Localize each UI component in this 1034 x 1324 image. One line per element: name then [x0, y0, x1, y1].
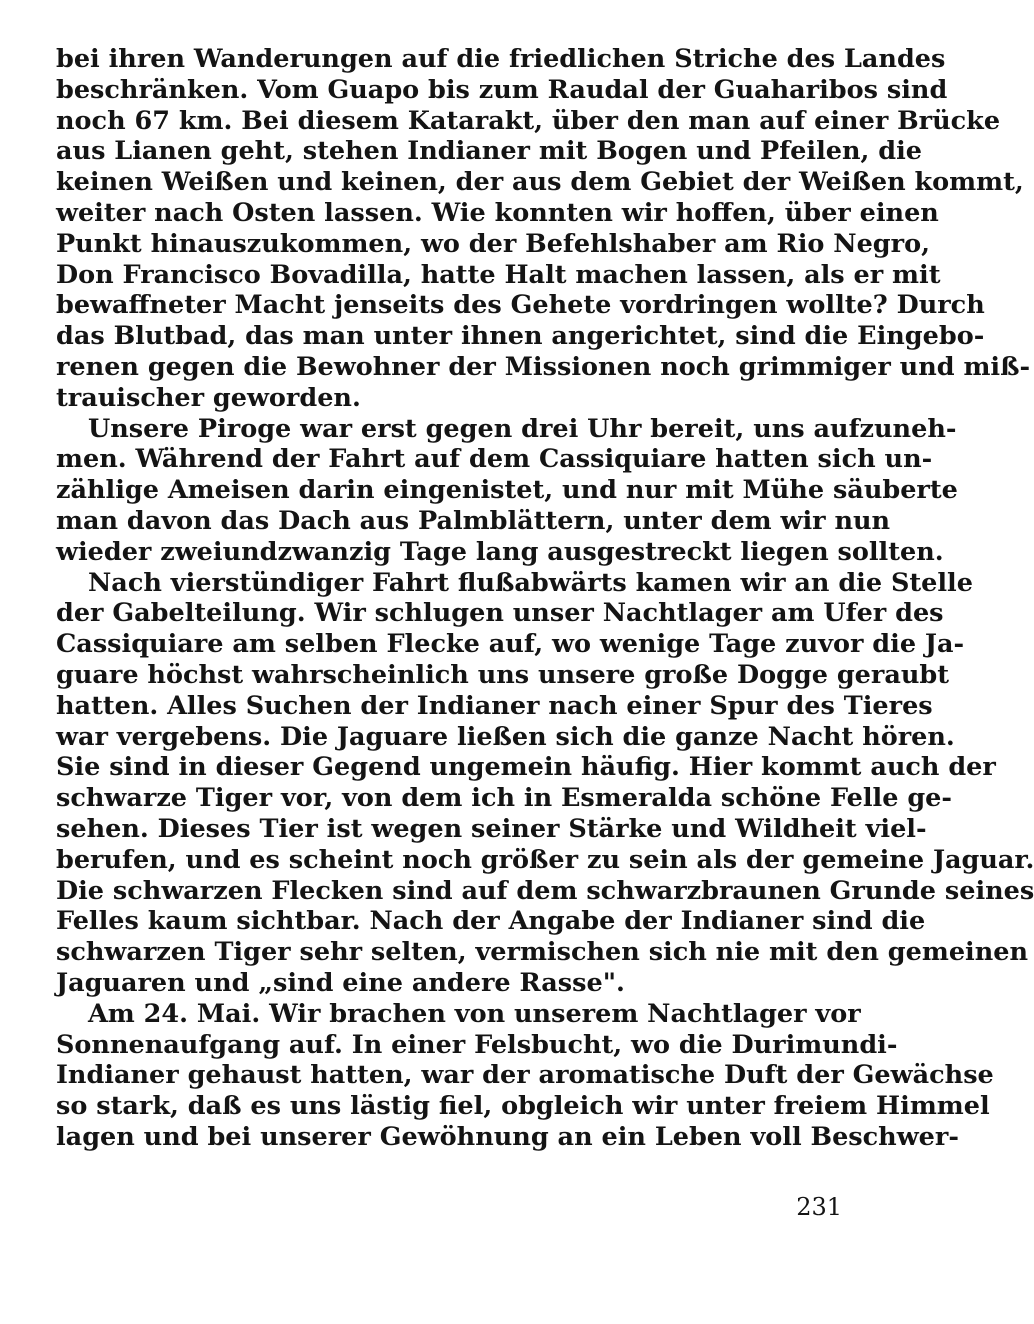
text-line: so stark, daß es uns lästig fiel, obgleich wir unter freiem Himmel: [56, 1091, 990, 1122]
text-line: renen gegen die Bewohner der Missionen noch grimmiger und miß-: [56, 351, 1031, 382]
text-line: keinen Weißen und keinen, der aus dem Gebiet der Weißen kommt,: [56, 167, 1024, 198]
page-number: 231: [796, 1193, 842, 1221]
text-line: wieder zweiundzwanzig Tage lang ausgestreckt liegen sollten.: [56, 536, 944, 567]
text-line: bei ihren Wanderungen auf die friedlichen Striche des Landes: [56, 44, 946, 74]
text-line: sehen. Dieses Tier ist wegen seiner Stärke und Wildheit viel-: [56, 813, 927, 844]
text-line: aus Lianen geht, stehen Indianer mit Bogen und Pfeilen, die: [56, 136, 923, 167]
text-line: trauischer geworden.: [56, 382, 361, 413]
text-line: hatten. Alles Suchen der Indianer nach einer Spur des Tieres: [56, 690, 933, 721]
text-line: Sie sind in dieser Gegend ungemein häufig. Hier kommt auch der: [56, 752, 996, 783]
text-line: Am 24. Mai. Wir brachen von unserem Nachtlager vor: [88, 998, 861, 1029]
text-line: zählige Ameisen darin eingenistet, und nur mit Mühe säuberte: [56, 475, 958, 506]
text-line: war vergebens. Die Jaguare ließen sich die ganze Nacht hören.: [56, 721, 955, 752]
text-line: Punkt hinauszukommen, wo der Befehlshaber am Rio Negro,: [56, 228, 930, 259]
text-line: Unsere Piroge war erst gegen drei Uhr bereit, uns aufzuneh-: [88, 413, 957, 444]
text-line: schwarzen Tiger sehr selten, vermischen sich nie mit den gemeinen: [56, 937, 1029, 968]
paragraph-4: [56, 998, 994, 1153]
text-line: man davon das Dach aus Palmblättern, unter dem wir nun: [56, 505, 891, 536]
text-line: noch 67 km. Bei diesem Katarakt, über den man auf einer Brücke: [56, 105, 1001, 136]
text-line: Nach vierstündiger Fahrt flußabwärts kamen wir an die Stelle: [88, 567, 973, 598]
text-line: schwarze Tiger vor, von dem ich in Esmeralda schöne Felle ge-: [56, 783, 952, 814]
text-line: Jaguaren und „sind eine andere Rasse".: [56, 967, 625, 998]
paragraph-1: [56, 44, 1031, 414]
text-line: Die schwarzen Flecken sind auf dem schwarzbraunen Grunde seines: [56, 875, 1034, 906]
text-line: Cassiquiare am selben Flecke auf, wo wenige Tage zuvor die Ja-: [56, 629, 965, 660]
text-line: Don Francisco Bovadilla, hatte Halt machen lassen, als er mit: [56, 259, 941, 290]
text-line: guare höchst wahrscheinlich uns unsere große Dogge geraubt: [56, 659, 949, 690]
text-line: Felles kaum sichtbar. Nach der Angabe der Indianer sind die: [56, 906, 926, 937]
text-line: Indianer gehaust hatten, war der aromatische Duft der Gewächse: [56, 1060, 994, 1091]
text-line: weiter nach Osten lassen. Wie konnten wir hoffen, über einen: [56, 197, 939, 228]
text-line: beschränken. Vom Guapo bis zum Raudal der Guaharibos sind: [56, 74, 948, 105]
text-line: bewaffneter Macht jenseits des Gehete vordringen wollte? Durch: [56, 290, 985, 321]
text-line: berufen, und es scheint noch größer zu sein als der gemeine Jaguar.: [56, 844, 1034, 875]
text-line: men. Während der Fahrt auf dem Cassiquiare hatten sich un-: [56, 444, 933, 475]
book-page: [56, 44, 1034, 1153]
paragraph-3: [56, 567, 1034, 999]
text-line: Sonnenaufgang auf. In einer Felsbucht, wo die Durimundi-: [56, 1029, 898, 1060]
paragraph-2: [56, 413, 958, 568]
text-line: lagen und bei unserer Gewöhnung an ein Leben voll Beschwer-: [56, 1121, 959, 1152]
text-line: das Blutbad, das man unter ihnen angerichtet, sind die Eingebo-: [56, 321, 985, 352]
text-line: der Gabelteilung. Wir schlugen unser Nachtlager am Ufer des: [56, 598, 944, 629]
